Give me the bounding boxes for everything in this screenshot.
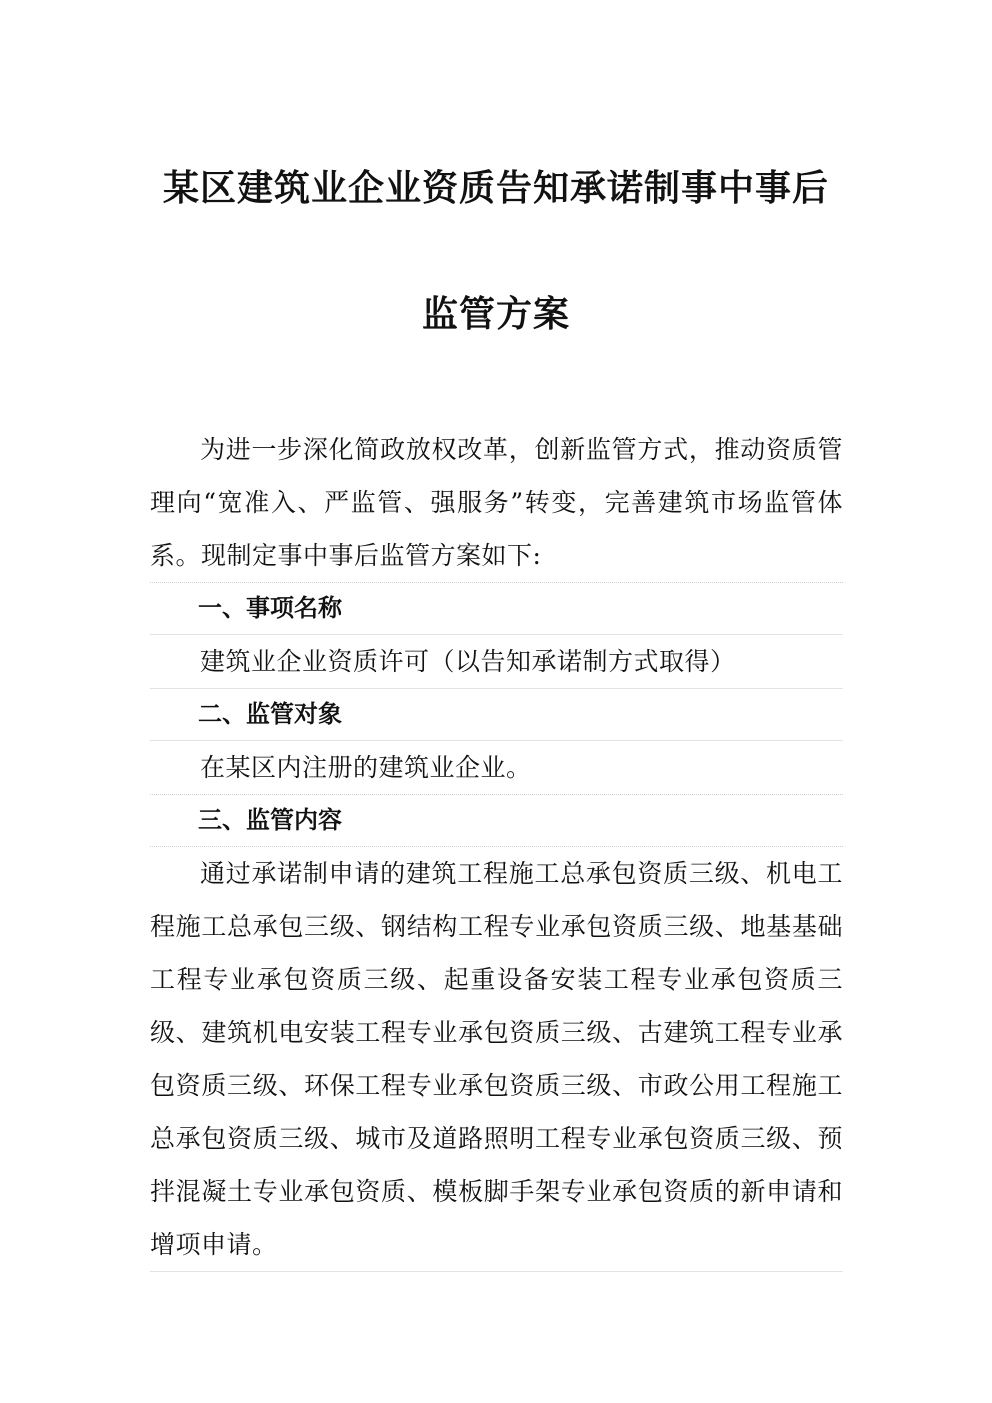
document-body — [150, 423, 843, 1272]
section-heading-supervision-content: 三、监管内容 — [150, 795, 843, 847]
section-heading-item-name: 一、事项名称 — [150, 583, 843, 635]
section-heading-supervision-target: 二、监管对象 — [150, 689, 843, 741]
intro-paragraph: 为进一步深化简政放权改革，创新监管方式，推动资质管理向“宽准入、严监管、强服务”转变，完善建筑市场监管体系。现制定事中事后监管方案如下: — [150, 423, 843, 583]
document-title-line-2: 监管方案 — [421, 294, 570, 335]
section-body-item-name: 建筑业企业资质许可（以告知承诺制方式取得） — [150, 635, 843, 689]
document-title-line-1: 某区建筑业企业资质告知承诺制事中事后 — [162, 168, 829, 209]
section-body-supervision-target: 在某区内注册的建筑业企业。 — [150, 741, 843, 795]
section-body-supervision-content: 通过承诺制申请的建筑工程施工总承包资质三级、机电工程施工总承包三级、钢结构工程专业承包资质三级、地基基础工程专业承包资质三级、起重设备安装工程专业承包资质三级、建筑机电安装工程专业承包资质三级、古建筑工程专业承包资质三级、环保工程专业承包资质三级、市政公用工程施工总承包资质三级、城市及道路照明工程专业承包资质三级、预拌混凝土专业承包资质、模板脚手架专业承包资质的新申请和增项申请。 — [150, 847, 843, 1272]
